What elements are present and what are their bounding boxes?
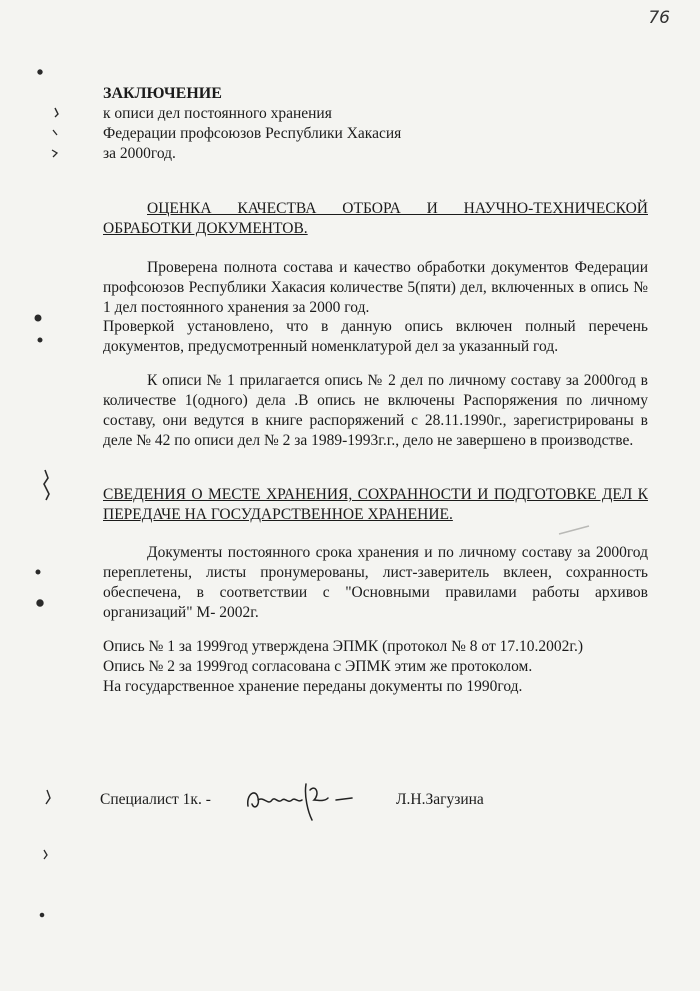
pencil-scratch (555, 520, 595, 540)
binding-mark (52, 150, 57, 157)
section-heading-quality: ОЦЕНКА КАЧЕСТВА ОТБОРА И НАУЧНО-ТЕХНИЧЕСКОЙ ОБРАБОТКИ ДОКУМЕНТОВ. (103, 200, 648, 237)
binding-dot (35, 315, 41, 321)
binding-dot (38, 338, 42, 342)
section-heading-storage: СВЕДЕНИЯ О МЕСТЕ ХРАНЕНИЯ, СОХРАННОСТИ И ПОДГОТОВКЕ ДЕЛ К ПЕРЕДАЧЕ НА ГОСУДАРСТВЕННОЕ ХРАНЕНИЕ. (103, 486, 648, 523)
paragraph-inventory-2: К описи № 1 прилагается опись № 2 дел по личному составу за 2000год в количестве 1(одного) дела .В опись не включены Распоряжения по личному составу, они ведутся в книге распоряжений с 28.11.1990г., зарегистрированы в деле № 42 по описи дел № 2 за 1989-1993г.г., дело не завершено в производстве. (103, 372, 648, 449)
document-header (103, 84, 401, 164)
paragraph-verification: Проверкой установлено, что в данную опись включен полный перечень документов, предусмотренный номенклатурой дел за указанный год. (103, 318, 648, 355)
approval-line: Опись № 2 за 1999год согласована с ЭПМК этим же протоколом. (103, 658, 533, 675)
header-line: Федерации профсоюзов Республики Хакасия (103, 125, 402, 142)
header-line: за 2000год. (103, 145, 176, 162)
binding-mark (44, 850, 47, 859)
document-title: ЗАКЛЮЧЕНИЕ (103, 85, 222, 102)
binding-marks (0, 0, 70, 991)
header-line: к описи дел постоянного хранения (103, 105, 332, 122)
approval-line: Опись № 1 за 1999год утверждена ЭПМК (протокол № 8 от 17.10.2002г.) (103, 638, 583, 655)
paragraph-storage: Документы постоянного срока хранения и по личному составу за 2000год переплетены, листы пронумерованы, лист-заверитель вклеен, сохранность обеспечена, в соответствии с "Основными правилами работы архивов организаций" М- 2002г. (103, 544, 648, 621)
binding-mark (53, 130, 57, 135)
binding-dot (37, 600, 43, 606)
signature-block (100, 782, 520, 832)
signer-role: Специалист 1к. - (100, 791, 211, 808)
binding-dot (40, 913, 44, 917)
handwritten-signature (240, 776, 370, 826)
approval-line: На государственное хранение переданы документы по 1990год. (103, 678, 523, 695)
page-number: 76 (648, 8, 670, 28)
binding-dot (36, 570, 40, 574)
approval-lines (103, 637, 583, 697)
binding-mark (55, 108, 58, 117)
binding-mark (46, 790, 50, 804)
paragraph-completeness: Проверена полнота состава и качество обработки документов Федерации профсоюзов Республики Хакасия количестве 5(пяти) дел, включенных в опись № 1 дел постоянного хранения за 2000 год. (103, 259, 648, 316)
binding-mark (44, 470, 49, 500)
binding-dot (38, 70, 42, 74)
signer-name: Л.Н.Загузина (396, 791, 484, 808)
